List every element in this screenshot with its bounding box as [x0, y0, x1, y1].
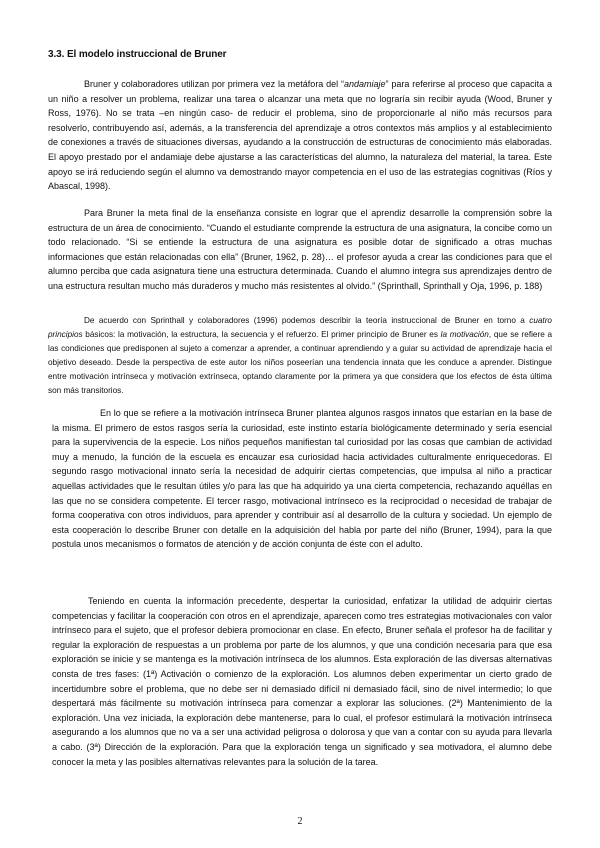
paragraph-text: En lo que se refiere a la motivación intrínseca Bruner plantea algunos rasgos innatos que estarían en la base de la misma. El primero de estos rasgos sería la curiosidad, este instinto estaría biológicamente determinado y sería esencial para la supervivencia de la especie. Los niños pequeños manifiestan tal curiosidad por las cosas que cambian de actividad muy a menudo, la función de la escuela es encauzar esa curiosidad hacia actividades culturalmente enriquecedoras. El segundo rasgo motivacional innato sería la necesidad de adquirir ciertas competencias, que impulsa al niño a practicar aquellas actividades que le resultan útiles y/o para las que ha adquirido ya una cierta competencia, rechazando aquéllas en las que no se considera competente. El tercer rasgo, motivacional intrínseco es la reciprocidad o necesidad de trabajar de forma cooperativa con otros individuos, para aprender y contribuir así al desarrollo de la cultura y sociedad. Un ejemplo de esta cooperación lo describe Bruner con detalle en la adquisición del habla por parte del niño (Bruner, 1994), para la que postula unos mecanismos o formatos de atención y de acción conjunta de éste con el adulto. — [52, 408, 552, 550]
paragraph-text: básicos: la motivación, la estructura, la secuencia y el refuerzo. El primer principio de Bruner es — [82, 330, 441, 340]
paragraph-text: Teniendo en cuenta la información precedente, despertar la curiosidad, enfatizar la utilidad de adquirir ciertas competencias y facilitar la cooperación con otros en el aprendizaje, aparecen como tres estrategias motivacionales con valor intrínseco para el sujeto, que el profesor debiera promocionar en clase. En efecto, Bruner señala el profesor ha de facilitar y regular la exploración de respuestas a un problema por parte de los alumnos, y que una condición necesaria para que esa exploración se inicie y se mantenga es la motivación intrínseca de los alumnos. Esta exploración de las diversas alternativas consta de tres fases: (1ª) Activación o comienzo de la exploración. Los alumnos deben experimentar un cierto grado de incertidumbre sobre el problema, que no debe ser ni demasiado difícil ni demasiado fácil, sino de nivel intermedio; lo que despertará más fácilmente su motivación intrínseca para comenzar a explorar las soluciones. (2ª) Mantenimiento de la exploración. Una vez iniciada, la exploración debe mantenerse, para lo cual, el profesor estimulará la motivación intrínseca asegurando a los alumnos que no va a ser una actividad peligrosa o dolorosa y que van a contar con su ayuda para llevarla a cabo. (3ª) Dirección de la exploración. Para que la exploración tenga un significado y sea motivadora, el alumno debe conocer la meta y las posibles alternativas relevantes para la solución de la tarea. — [52, 596, 552, 767]
paragraph-text: Para Bruner la meta final de la enseñanza consiste en lograr que el aprendiz desarrolle la comprensión sobre la estructura de un área de conocimiento. “Cuando el estudiante comprende la estructura de una asignatura, la concibe como un todo relacionado. “Si se entiende la estructura de una asignatura es posible dotar de significado a otras muchas informaciones que están relacionadas con ella” (Bruner, 1962, p. 28)… el profesor ayuda a crear las condiciones para que el alumno perciba que cada asignatura tiene una estructura determinada. Cuando el alumno integra sus aprendizajes dentro de una estructura resultan mucho más duraderos y mucho más resistentes al olvido.” (Sprinthall, Sprinthall y Oja, 1996, p. 188) — [48, 208, 552, 291]
paragraph-text: De acuerdo con Sprinthall y colaboradores (1996) podemos describir la teoría instruccional de Bruner en torno a — [84, 316, 530, 325]
paragraph-text: , que se refiere a las condiciones que predisponen al sujeto a comenzar a aprender, a continuar aprendiendo y a guiar su actividad de aprendizaje hacia el objetivo deseado. Desde la perspectiva de este autor los niños poseerían una tendencia innata que les conduce a aprender. Distingue entre motivación intrínseca y motivación extrínseca, optando claramente por la primera ya que considera que los efectos de ésta última son más transitorios. — [48, 330, 552, 396]
paragraph-estrategias — [52, 594, 552, 769]
paragraph-text: ” para referirse al proceso que capacita a un niño a resolver un problema, realizar una tarea o alcanzar una meta que no lograría sin recibir ayuda (Wood, Bruner y Ross, 1976). No se trata –en ningún caso- de reducir el problema, sino de proporcionarle al niño más recursos para resolverlo, contribuyendo así, además, a la transferencia del aprendizaje a otros contextos más amplios y al establecimiento de conexiones a través de situaciones diversas, ayudando a la construcción de estructuras de conocimiento más elaboradas. El apoyo prestado por el andamiaje debe ajustarse a las características del alumno, la naturaleza del material, la tarea. Este apoyo se irá reduciendo según el alumno va demostrando mayor competencia en el uso de las estrategias cognitivas (Ríos y Abascal, 1998). — [48, 79, 553, 192]
paragraph-cuatro-principios — [48, 314, 552, 399]
section-heading: 3.3. El modelo instruccional de Bruner — [48, 49, 227, 60]
page-number: 2 — [297, 816, 303, 827]
paragraph-motivacion-intrinseca — [52, 406, 552, 552]
paragraph-text: Bruner y colaboradores utilizan por primera vez la metáfora del “ — [84, 79, 345, 89]
emphasis-cuatro-principios: cuatro principios — [48, 316, 552, 340]
paragraph-andamiaje — [48, 77, 552, 194]
emphasis-andamiaje: andamiaje — [344, 79, 386, 89]
emphasis-la-motivacion: la motivación — [440, 330, 489, 340]
paragraph-meta-final — [48, 206, 552, 294]
